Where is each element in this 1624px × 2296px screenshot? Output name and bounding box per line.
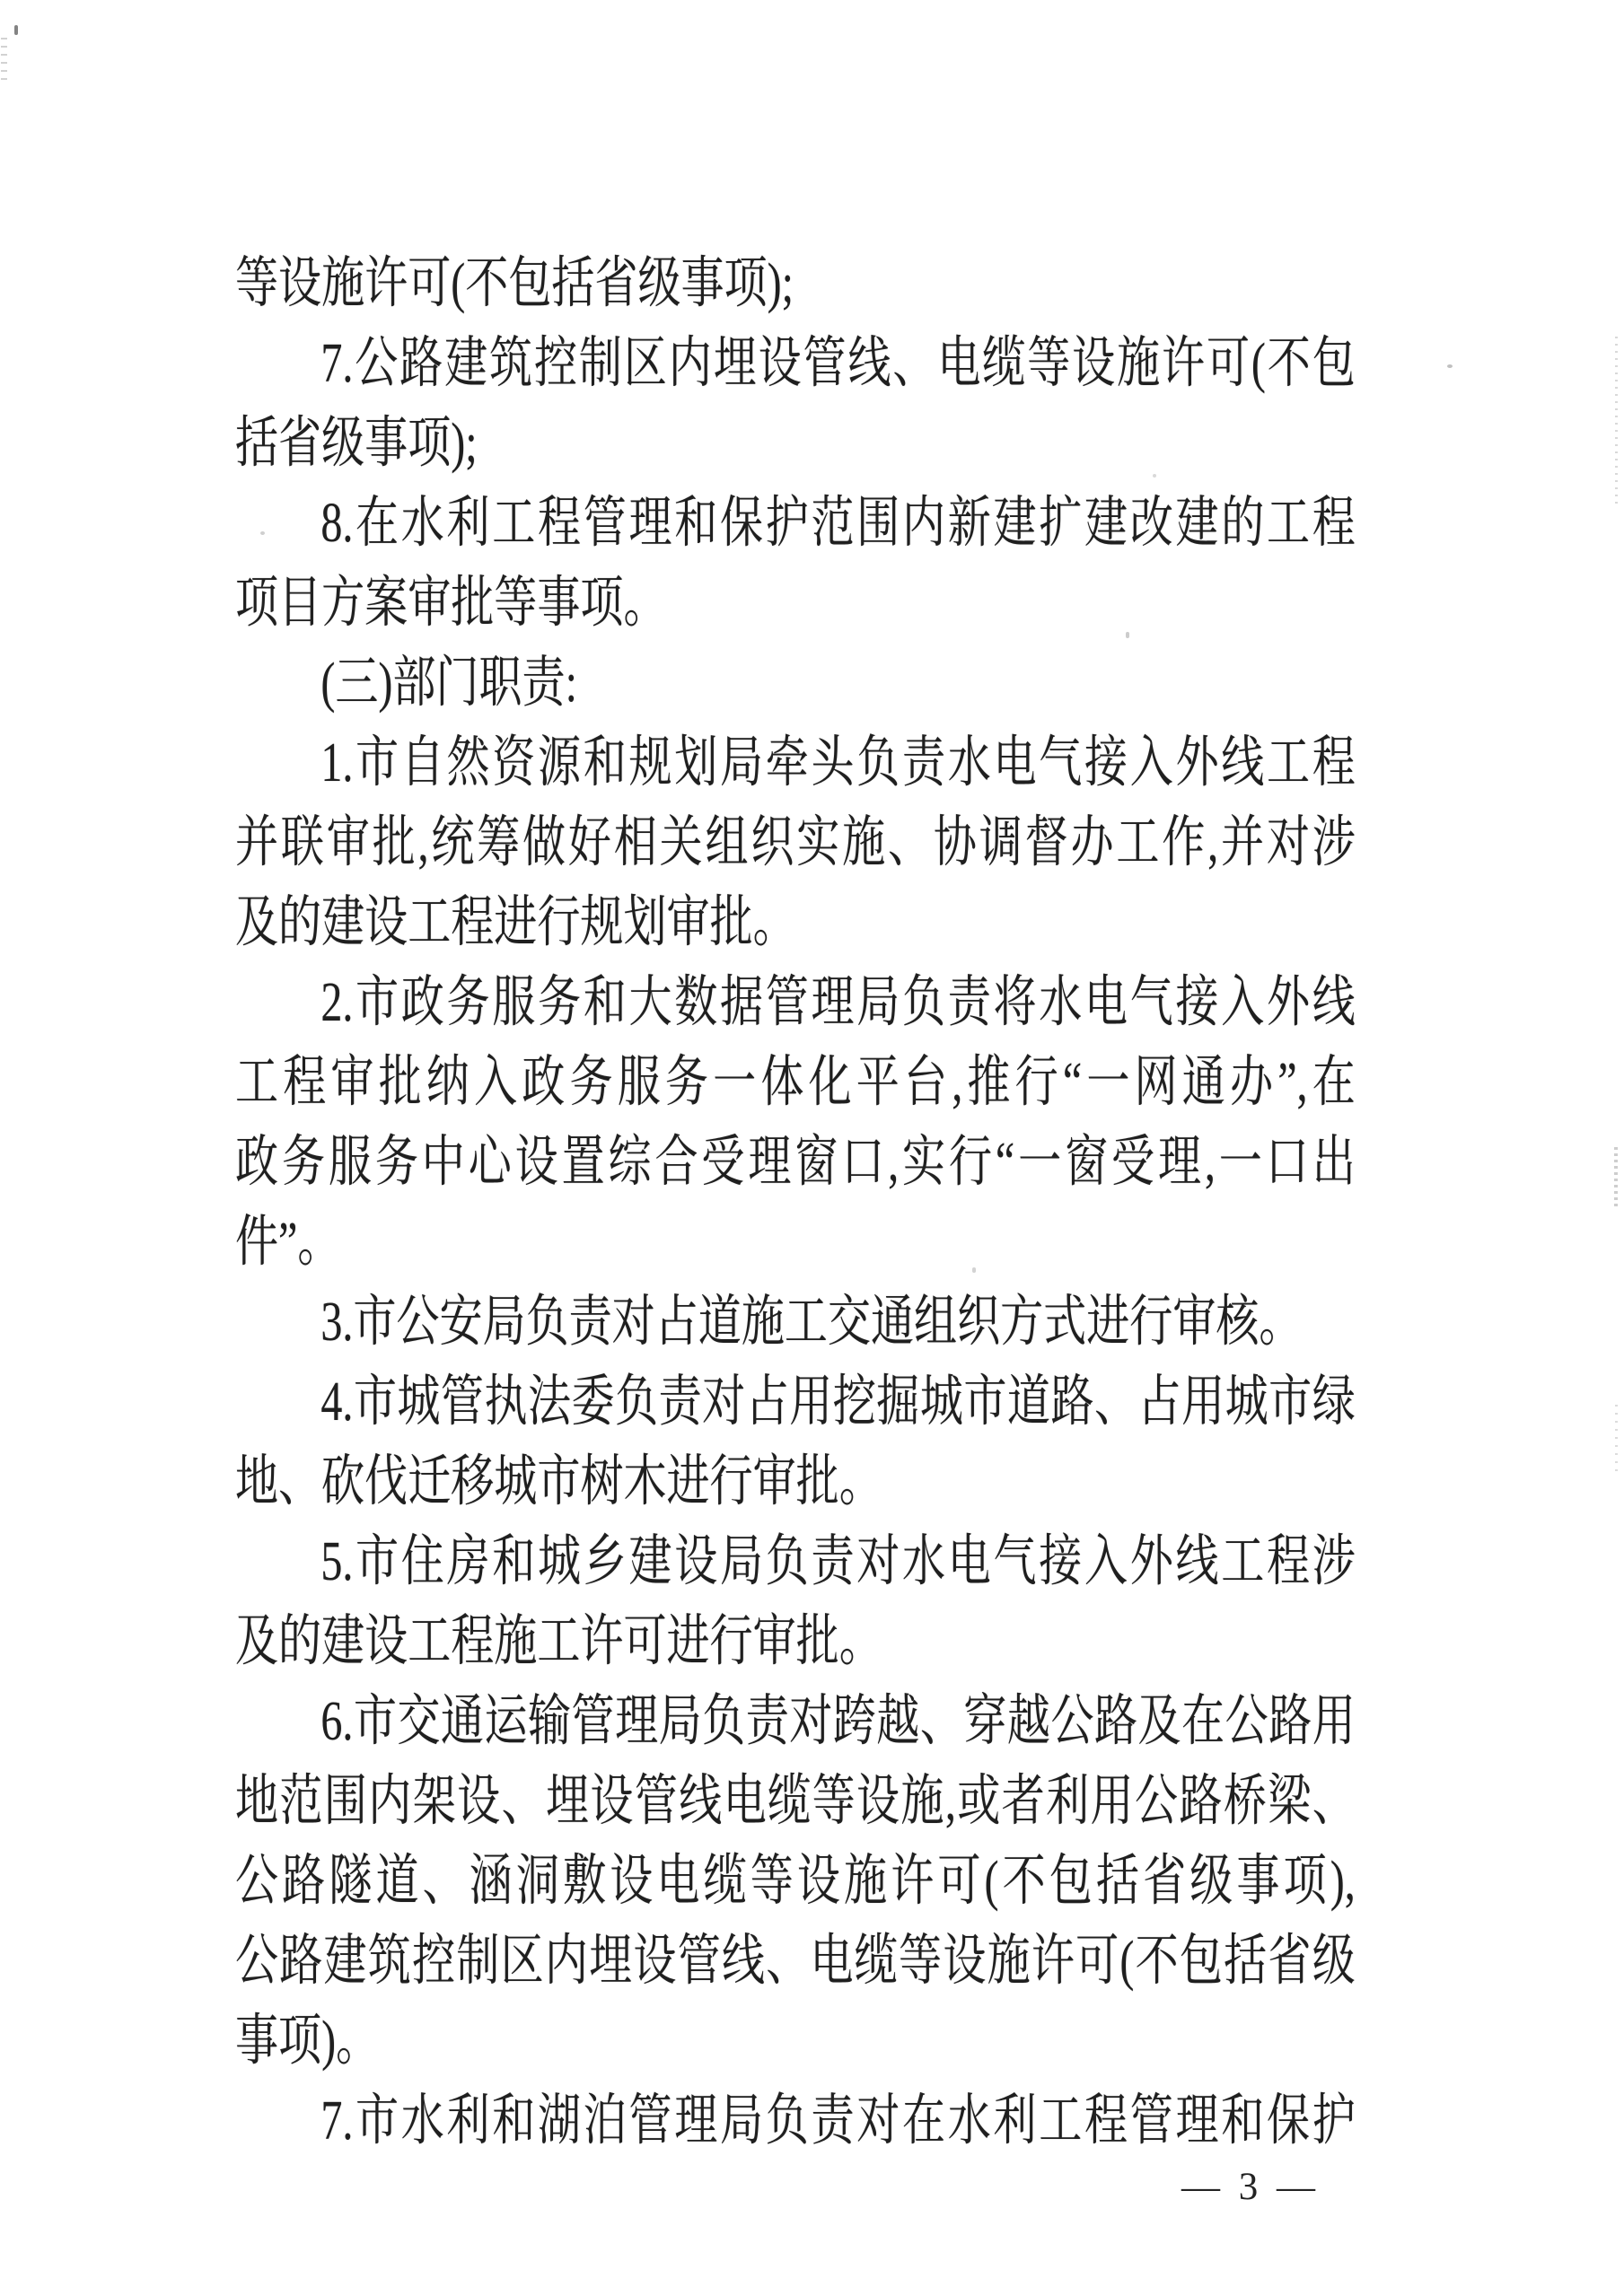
document-line: 事项)。 xyxy=(235,2011,380,2072)
document-line: 4.市城管执法委负责对占用挖掘城市道路、占用城市绿 xyxy=(320,1371,1356,1433)
document-line: 5.市住房和城乡建设局负责对水电气接入外线工程涉 xyxy=(320,1531,1356,1592)
document-line: 括省级事项); xyxy=(235,413,478,474)
document-line: 及的建设工程施工许可进行审批。 xyxy=(235,1611,882,1672)
document-line: 工程审批纳入政务服务一体化平台,推行“一网通办”,在 xyxy=(235,1052,1356,1113)
document-line: 3.市公安局负责对占道施工交通组织方式进行审核。 xyxy=(320,1292,1303,1353)
page-number: — 3 — xyxy=(1181,2166,1320,2208)
document-line: 6.市交通运输管理局负责对跨越、穿越公路及在公路用 xyxy=(320,1691,1356,1752)
scan-noise-strip xyxy=(1615,1405,1618,1477)
document-line: 项目方案审批等事项。 xyxy=(235,573,667,634)
document-line: 地范围内架设、埋设管线电缆等设施,或者利用公路桥梁、 xyxy=(235,1771,1356,1832)
document-line: (三)部门职责: xyxy=(320,653,577,714)
document-line: 地、砍伐迁移城市树木进行审批。 xyxy=(235,1451,882,1512)
document-line: 2.市政务服务和大数据管理局负责将水电气接入外线 xyxy=(320,972,1356,1033)
text-block xyxy=(235,244,1356,2161)
document-line: 公路建筑控制区内埋设管线、电缆等设施许可(不包括省级 xyxy=(235,1931,1356,1992)
scan-noise-strip xyxy=(1615,337,1618,507)
scan-noise-strip xyxy=(1614,1147,1618,1210)
document-line: 7.市水利和湖泊管理局负责对在水利工程管理和保护 xyxy=(320,2090,1356,2151)
document-line: 7.公路建筑控制区内埋设管线、电缆等设施许可(不包 xyxy=(320,333,1356,394)
document-line: 8.在水利工程管理和保护范围内新建扩建改建的工程 xyxy=(320,493,1356,554)
scan-speck xyxy=(1447,364,1453,368)
document-line: 政务服务中心设置综合受理窗口,实行“一窗受理,一口出 xyxy=(235,1132,1356,1193)
document-line: 件”。 xyxy=(235,1212,341,1273)
scan-speck xyxy=(14,25,18,35)
document-line: 及的建设工程进行规划审批。 xyxy=(235,892,796,953)
document-line: 并联审批,统筹做好相关组织实施、协调督办工作,并对涉 xyxy=(235,812,1356,873)
document-line: 1.市自然资源和规划局牵头负责水电气接入外线工程 xyxy=(320,732,1356,793)
document-line: 等设施许可(不包括省级事项); xyxy=(235,253,794,314)
scan-noise-strip xyxy=(1,38,7,83)
document-line: 公路隧道、涵洞敷设电缆等设施许可(不包括省级事项), xyxy=(235,1851,1356,1912)
